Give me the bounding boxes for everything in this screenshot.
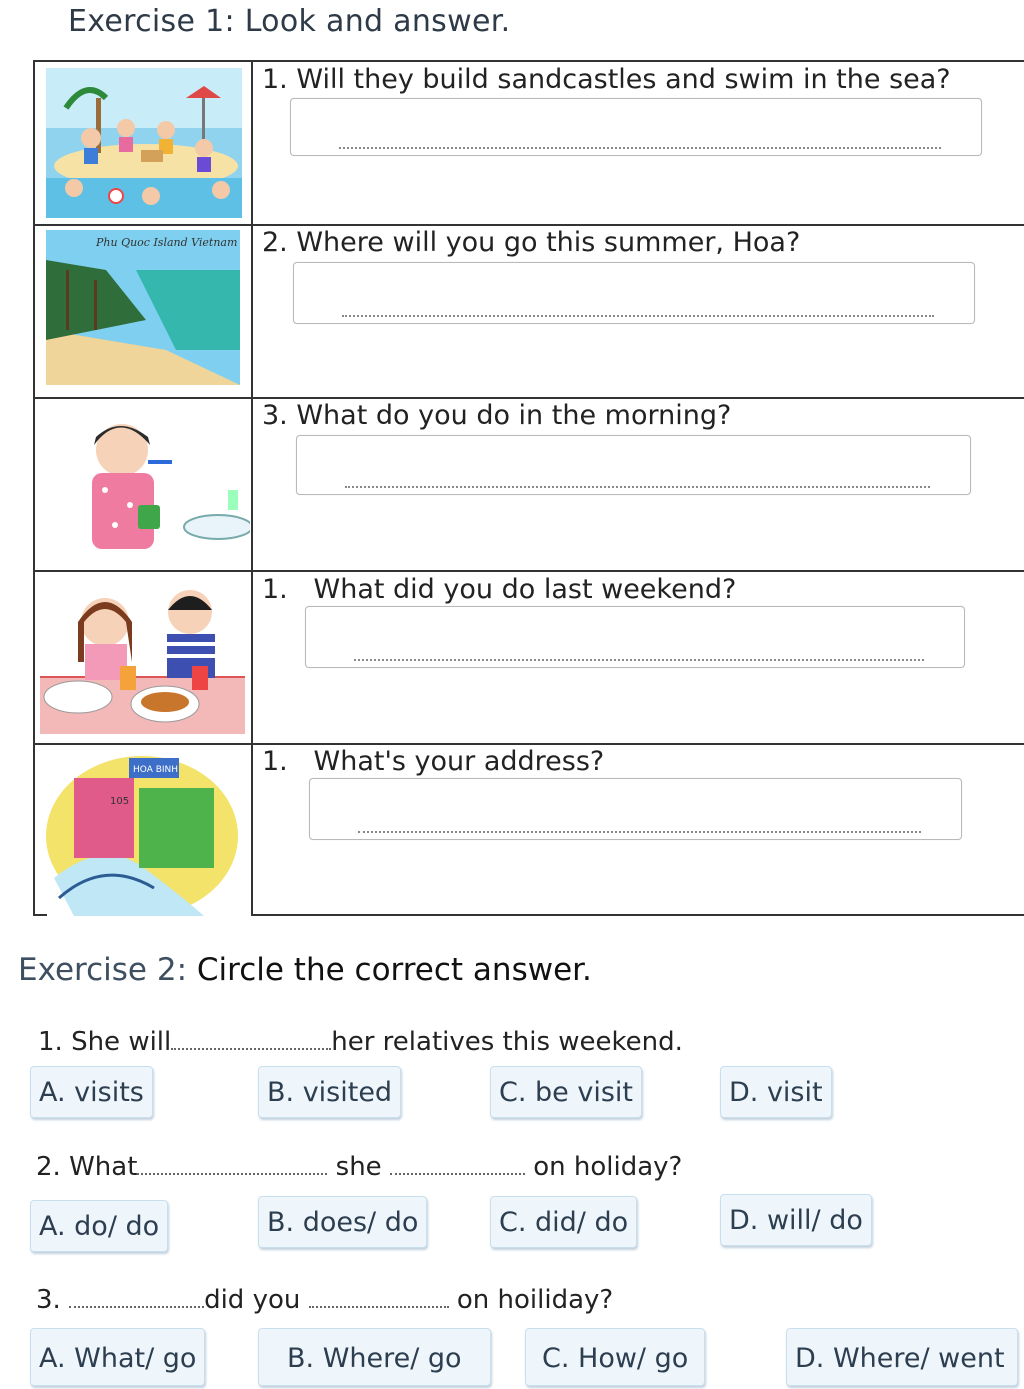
option-q1-a[interactable]: A. visits — [30, 1066, 153, 1118]
brushing-teeth-picture — [60, 415, 250, 560]
beach-kids-picture — [46, 68, 242, 218]
option-q2-a[interactable]: A. do/ do — [30, 1200, 168, 1252]
row-divider — [33, 743, 1024, 745]
option-q3-d[interactable]: D. Where/ went — [786, 1328, 1018, 1386]
question-number: 2. — [262, 227, 288, 258]
question-1-text — [262, 64, 951, 95]
question-number: 1. — [262, 574, 288, 605]
answer-box-3[interactable] — [296, 435, 971, 495]
question-2-text — [262, 227, 800, 258]
table-top-border — [33, 60, 1024, 62]
table-bottom-border — [252, 914, 1024, 916]
exercise2-title — [18, 952, 592, 988]
column-divider — [251, 60, 253, 916]
street-sign-text: HOA BINH — [133, 765, 179, 775]
street-address-picture — [44, 748, 240, 916]
ex2-question-2 — [36, 1152, 682, 1182]
ex2-q3-end: on hoiliday? — [456, 1285, 614, 1315]
blank-gap — [69, 1286, 204, 1308]
answer-box-5[interactable] — [309, 778, 962, 840]
option-q2-b[interactable]: B. does/ do — [258, 1196, 427, 1248]
island-beach-picture — [46, 230, 240, 385]
ex2-q3-start: 3. — [36, 1285, 61, 1315]
blank-gap — [390, 1153, 525, 1175]
answer-box-2[interactable] — [293, 262, 975, 324]
exercise2-title-rest: Circle the correct answer. — [196, 952, 592, 988]
blank-gap — [309, 1286, 449, 1308]
house-number-text: 105 — [110, 796, 130, 807]
question-3-text — [262, 400, 731, 431]
question-number: 1. — [262, 746, 288, 777]
option-q2-d[interactable]: D. will/ do — [720, 1194, 872, 1246]
question-4-text — [262, 574, 736, 605]
ex2-q1-end: her relatives this weekend. — [331, 1027, 683, 1057]
option-q3-c[interactable]: C. How/ go — [525, 1328, 705, 1386]
kids-eating-picture — [40, 582, 245, 734]
ex2-q2-end: on holiday? — [533, 1152, 683, 1182]
question-text: Where will you go this summer, Hoa? — [296, 227, 801, 258]
blank-gap — [171, 1028, 331, 1050]
ex2-question-1 — [38, 1027, 683, 1057]
question-text: What's your address? — [313, 746, 605, 777]
question-text: What did you do last weekend? — [313, 574, 737, 605]
option-q3-b[interactable]: B. Where/ go — [258, 1328, 491, 1386]
ex2-q1-start: 1. She will — [38, 1027, 172, 1057]
exercise1-title: Exercise 1: Look and answer. — [68, 4, 511, 39]
option-q2-c[interactable]: C. did/ do — [490, 1196, 637, 1248]
island-caption: Phu Quoc Island Vietnam — [96, 236, 238, 249]
exercise2-title-lead: Exercise 2: — [18, 952, 188, 988]
option-q1-d[interactable]: D. visit — [720, 1066, 832, 1118]
ex2-q2-mid: she — [335, 1152, 382, 1182]
answer-box-1[interactable] — [290, 98, 982, 156]
question-5-text — [262, 746, 604, 777]
blank-gap — [137, 1153, 327, 1175]
table-left-border — [33, 60, 35, 916]
question-number: 3. — [262, 400, 288, 431]
ex2-question-3 — [36, 1285, 613, 1315]
ex2-q2-start: 2. What — [36, 1152, 138, 1182]
question-number: 1. — [262, 64, 288, 95]
row-divider — [33, 570, 1024, 572]
ex2-q3-mid: did you — [204, 1285, 301, 1315]
option-q3-a[interactable]: A. What/ go — [30, 1328, 205, 1386]
answer-box-4[interactable] — [305, 606, 965, 668]
row-divider — [33, 224, 1024, 226]
option-q1-b[interactable]: B. visited — [258, 1066, 401, 1118]
question-text: Will they build sandcastles and swim in the sea? — [296, 64, 951, 95]
option-q1-c[interactable]: C. be visit — [490, 1066, 642, 1118]
question-text: What do you do in the morning? — [296, 400, 732, 431]
row-divider — [33, 397, 1024, 399]
